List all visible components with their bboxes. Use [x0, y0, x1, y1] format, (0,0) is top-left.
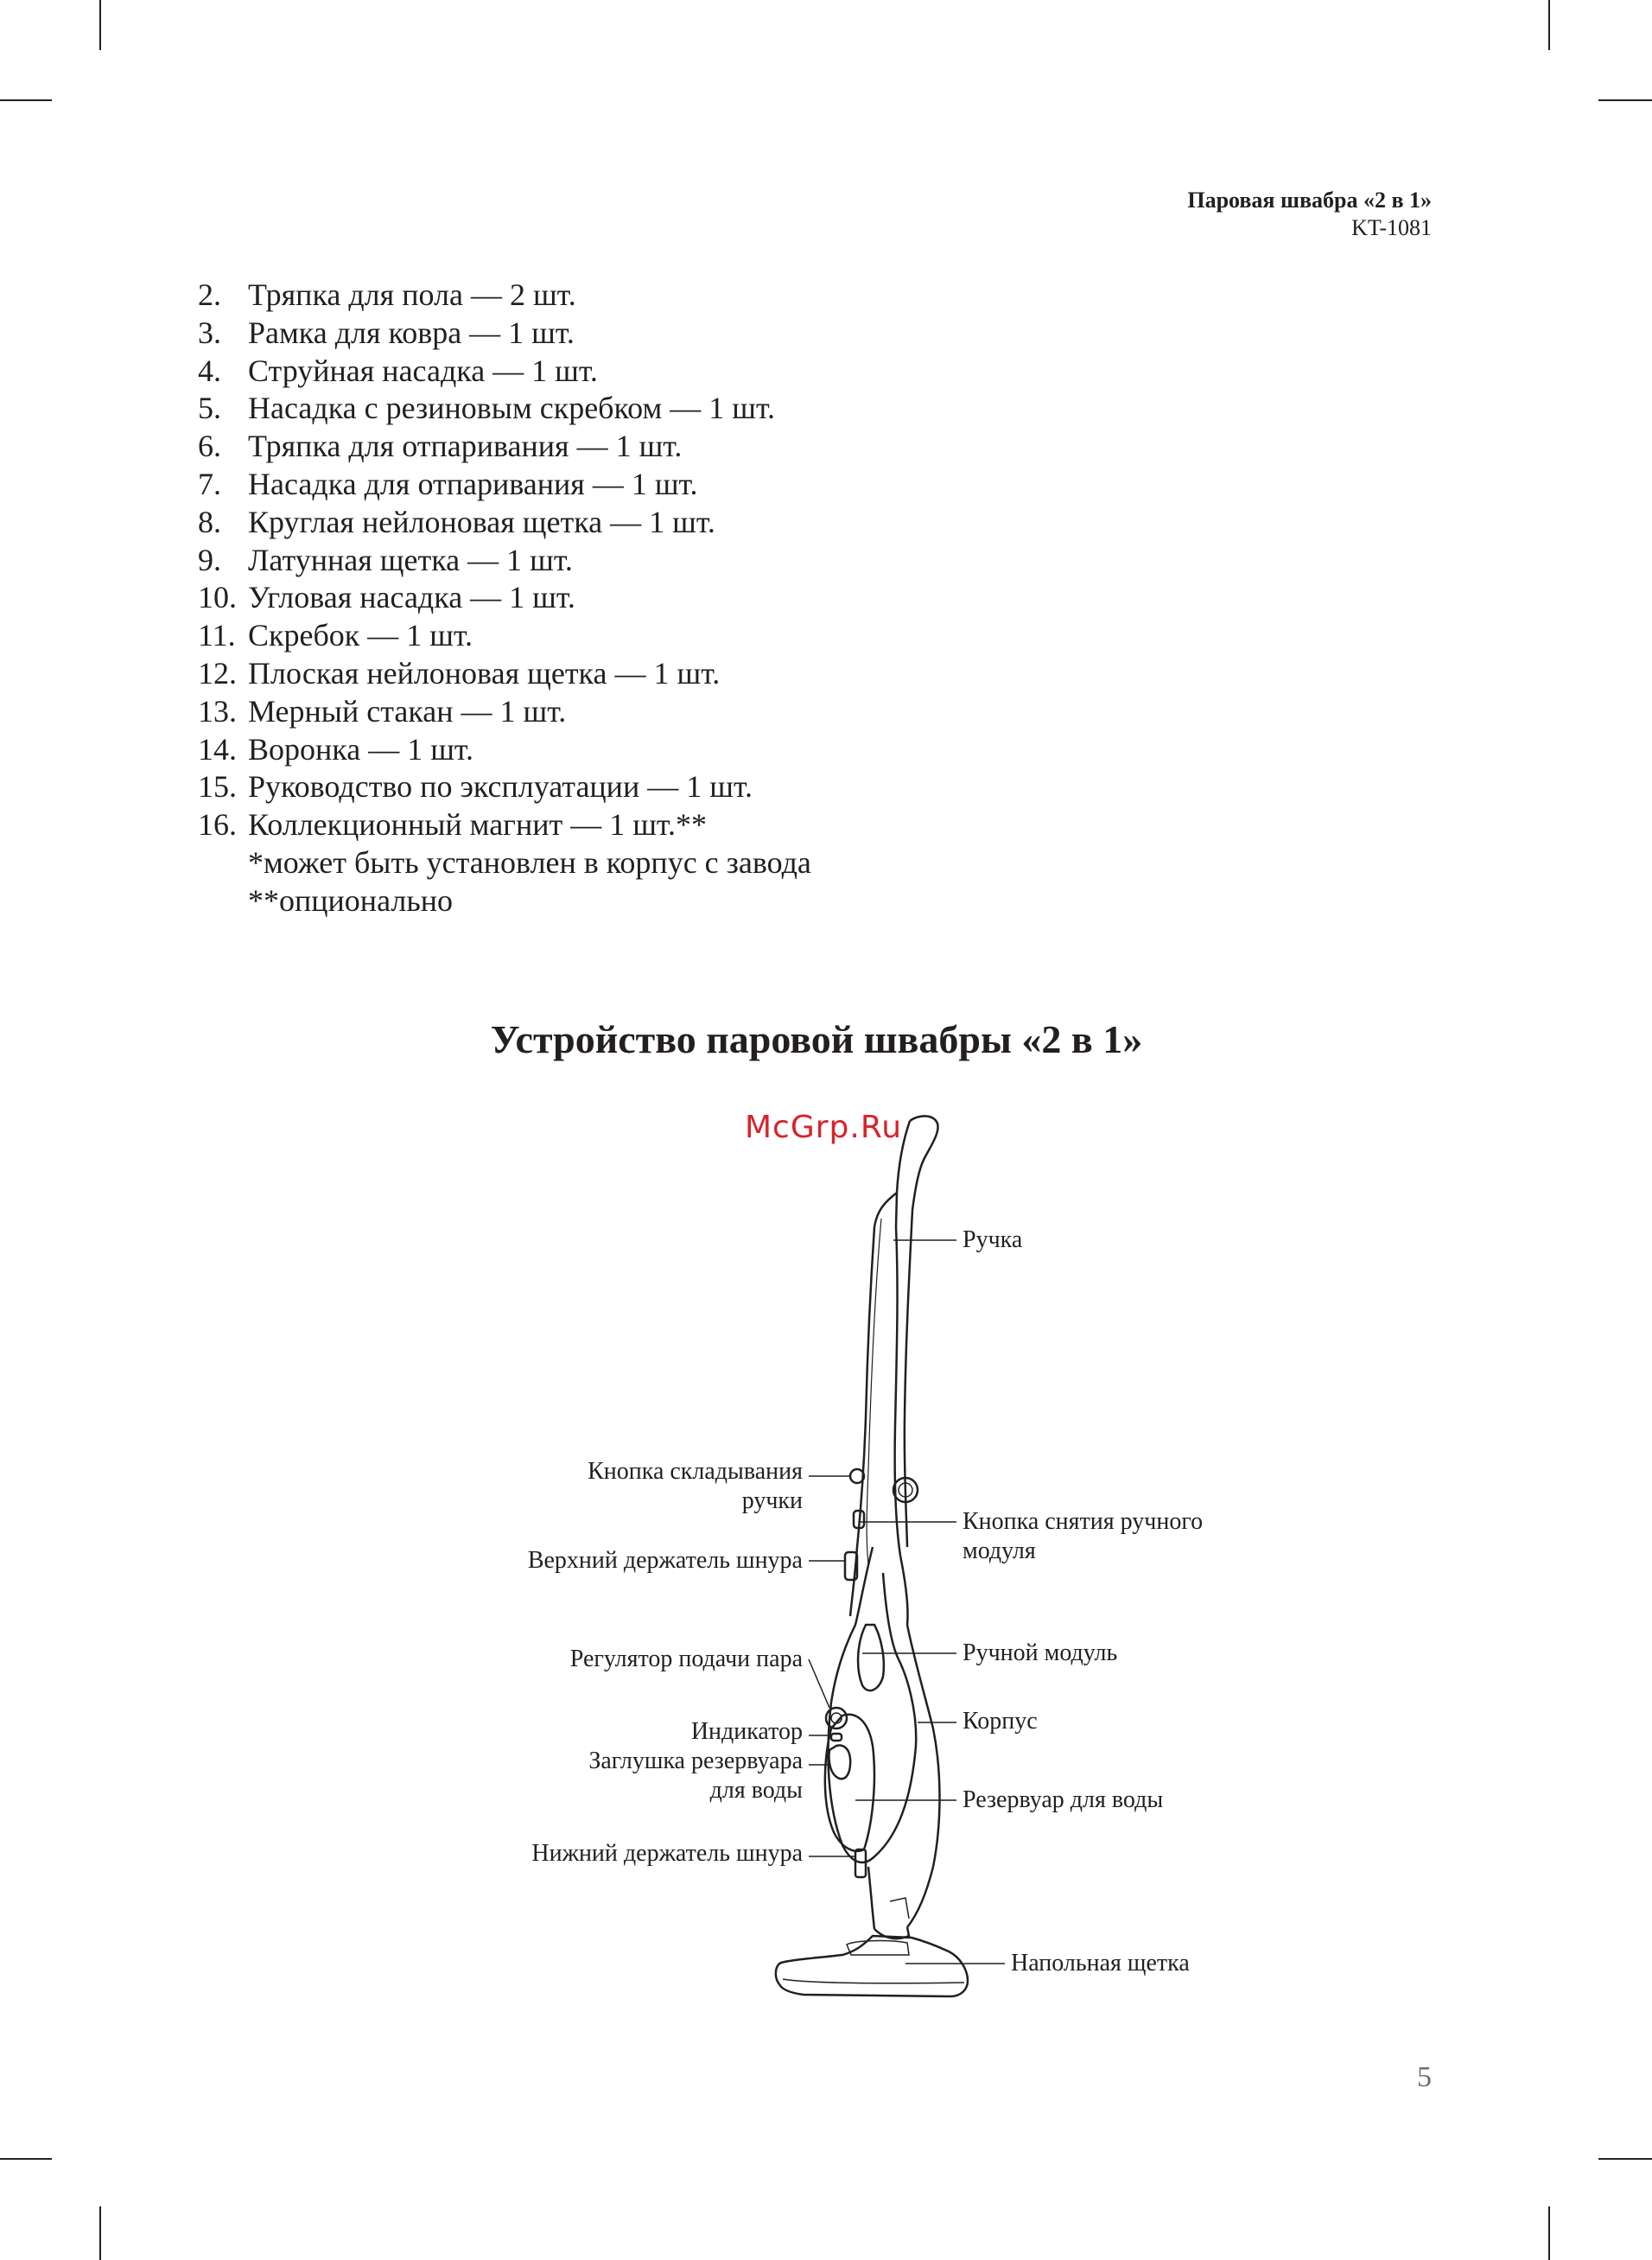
item-text: Рамка для ковра — 1 шт.	[248, 315, 575, 350]
label-handheld-module: Ручной модуль	[963, 1639, 1118, 1666]
item-text: Тряпка для отпаривания — 1 шт.	[248, 429, 683, 464]
item-text: Коллекционный магнит — 1 шт.**	[248, 807, 707, 843]
item-text: Угловая насадка — 1 шт.	[248, 580, 575, 615]
item-text: Струйная насадка — 1 шт.	[248, 353, 598, 388]
handle-shaft-line	[867, 1219, 881, 1564]
indicator	[831, 1734, 842, 1741]
item-number: 8.	[198, 504, 221, 539]
label-tank-plug	[588, 1747, 803, 1805]
label-body: Корпус	[963, 1708, 1038, 1735]
page-number: 5	[1417, 2061, 1432, 2093]
label-line: модуля	[963, 1537, 1036, 1564]
item-text: Насадка для отпаривания — 1 шт.	[248, 466, 698, 501]
label-handle: Ручка	[963, 1226, 1023, 1253]
footnote: *может быть установлен в корпус с завода	[248, 844, 811, 880]
label-steam-regulator: Регулятор подачи пара	[569, 1646, 803, 1672]
item-number: 4.	[198, 353, 221, 388]
watermark: McGrp.Ru	[745, 1110, 903, 1145]
item-text: Тряпка для пола — 2 шт.	[248, 277, 576, 312]
leader-line	[809, 1659, 829, 1708]
tank-plug	[829, 1746, 851, 1779]
label-line: ручки	[741, 1487, 803, 1514]
item-number: 12.	[198, 655, 237, 691]
section-title: Устройство паровой швабры «2 в 1»	[490, 1017, 1143, 1061]
item-text: Воронка — 1 шт.	[248, 731, 473, 767]
item-text: Руководство по эксплуатации — 1 шт.	[248, 769, 753, 805]
label-line: Кнопка складывания	[588, 1458, 803, 1485]
item-text: Мерный стакан — 1 шт.	[248, 693, 567, 729]
item-number: 2.	[198, 277, 221, 312]
module-window	[858, 1625, 884, 1690]
neck	[868, 1867, 909, 1939]
item-number: 10.	[198, 580, 237, 615]
item-number: 15.	[198, 769, 237, 805]
label-upper-cord-holder: Верхний держатель шнура	[527, 1547, 803, 1574]
floor-brush	[776, 1936, 968, 1996]
item-number: 6.	[198, 429, 221, 464]
handle-left	[857, 1193, 897, 1547]
item-number: 16.	[198, 807, 237, 843]
item-number: 14.	[198, 731, 237, 767]
footnote: **опционально	[248, 882, 454, 918]
item-number: 3.	[198, 315, 221, 350]
label-release-button	[963, 1507, 1203, 1566]
item-text: Круглая нейлоновая щетка — 1 шт.	[248, 504, 715, 539]
item-text: Насадка с резиновым скребком — 1 шт.	[248, 391, 775, 426]
item-number: 7.	[198, 466, 221, 501]
label-fold-button	[588, 1457, 803, 1516]
label-line: Заглушка резервуара	[588, 1748, 803, 1774]
label-lower-cord-holder: Нижний держатель шнура	[531, 1840, 803, 1867]
item-text: Латунная щетка — 1 шт.	[248, 542, 573, 577]
item-number: 9.	[198, 542, 221, 577]
label-line: для воды	[709, 1777, 803, 1804]
label-floor-brush: Напольная щетка	[1011, 1950, 1190, 1977]
item-number: 11.	[198, 618, 236, 653]
label-indicator: Индикатор	[690, 1718, 803, 1745]
item-text: Плоская нейлоновая щетка — 1 шт.	[248, 655, 721, 691]
handle-grip	[910, 1116, 938, 1210]
item-number: 5.	[198, 391, 221, 426]
header-title: Паровая швабра «2 в 1»	[1187, 188, 1432, 213]
item-number: 13.	[198, 693, 237, 729]
header-model: KT-1081	[1351, 215, 1432, 240]
label-line: Кнопка снятия ручного	[963, 1508, 1204, 1535]
item-text: Скребок — 1 шт.	[248, 618, 473, 653]
label-water-tank: Резервуар для воды	[963, 1786, 1164, 1813]
